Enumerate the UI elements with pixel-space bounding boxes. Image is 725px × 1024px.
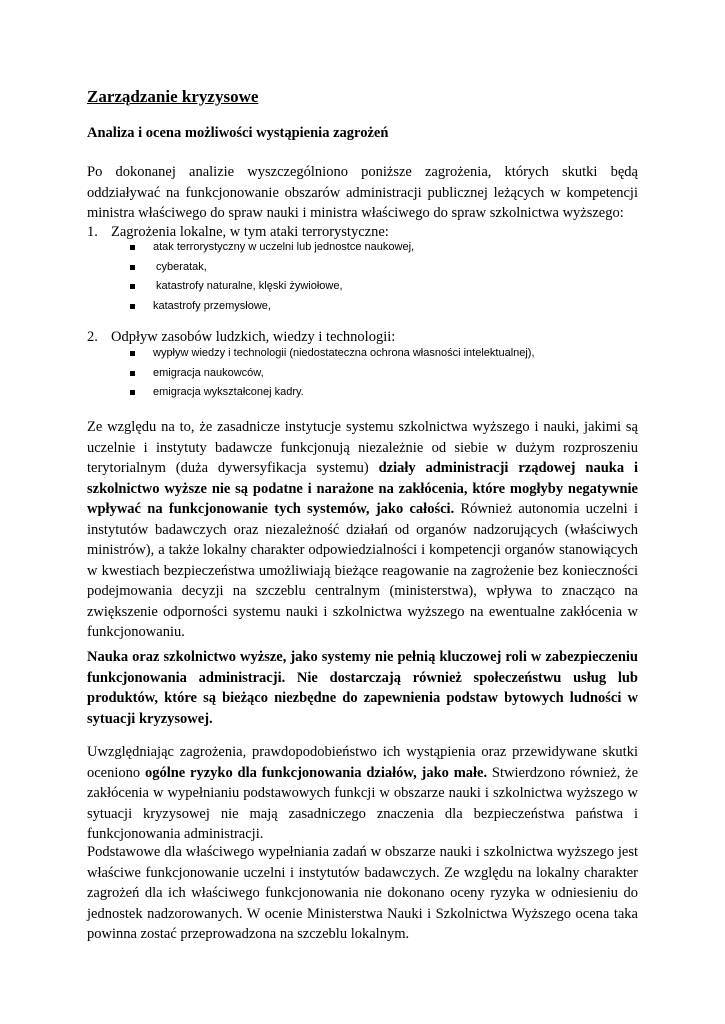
bullet-item: atak terrorystyczny w uczelni lub jednostce naukowej, xyxy=(128,238,414,258)
paragraph-autonomy: Ze względu na to, że zasadnicze instytucje systemu szkolnictwa wyższego i nauki, jakimi są uczelnie i instytuty badawcze funkcjonują niezależnie od siebie w dużym rozproszeniu terytorialnym (duża dywersyfikacja systemu) działy administracji rządowej nauka i szkolnictwo wyższe nie są podatne i narażone na zakłócenia, które mogłyby negatywnie wpływać na funkcjonowanie tych systemów, jako całości. Również autonomia uczelni i instytutów badawczych oraz niezależność działań od organów nadzorujących (właściwych ministrów), a także lokalny charakter odpowiedzialności i kompetencji organów stanowiących w kwestiach bezpieczeństwa umożliwiają bieżące reagowanie na zagrożenie bez konieczności podejmowania decyzji na szczeblu centralnym (ministerstwa), wpływa to znacząco na zwiększenie odporności systemu nauki i szkolnictwa wyższego na ewentualne zakłócenia w funkcjonowaniu. xyxy=(87,419,638,640)
bullet-square-icon xyxy=(130,304,135,309)
bullet-item: cyberatak, xyxy=(128,258,414,278)
bullet-square-icon xyxy=(130,371,135,376)
bullet-square-icon xyxy=(130,265,135,270)
list-item-number: 2. xyxy=(87,329,98,345)
paragraph-key-role: Nauka oraz szkolnictwo wyższe, jako systemy nie pełnią kluczowej roli w zabezpieczeniu funkcjonowania administracji. Nie dostarczają również społeczeństwu usług lub produktów, które są bieżąco niezbędne do zapewnienia podstaw bytowych ludności w sytuacji kryzysowej. xyxy=(87,649,638,727)
list-item-label: Odpływ zasobów ludzkich, wiedzy i technologii: xyxy=(111,329,396,345)
bullet-square-icon xyxy=(130,351,135,356)
bullet-list-1 xyxy=(128,238,414,316)
paragraph-local-assessment: Podstawowe dla właściwego wypełniania zadań w obszarze nauki i szkolnictwa wyższego jest właściwe funkcjonowanie uczelni i instytutów badawczych. Ze względu na lokalny charakter zagrożeń dla ich właściwego funkcjonowania nie dokonano oceny ryzyka w odniesieniu do jednostek nadzorowanych. W ocenie Ministerstwa Nauki i Szkolnictwa Wyższego ocena taka powinna zostać przeprowadzona na szczeblu lokalnym. xyxy=(87,844,638,942)
emphasis-text: ogólne ryzyko dla funkcjonowania działów, jako małe. xyxy=(144,764,488,781)
intro-paragraph: Po dokonanej analizie wyszczególniono poniższe zagrożenia, których skutki będą oddziaływać na funkcjonowanie obszarów administracji publicznej leżących w kompetencji ministra właściwego do spraw nauki i ministra właściwego do spraw szkolnictwa wyższego: xyxy=(87,164,638,221)
bullet-item: emigracja naukowców, xyxy=(128,364,535,384)
bullet-item: wypływ wiedzy i technologii (niedostateczna ochrona własności intelektualnej), xyxy=(128,344,535,364)
bullet-item: katastrofy przemysłowe, xyxy=(128,297,414,317)
bullet-item: emigracja wykształconej kadry. xyxy=(128,383,535,403)
bullet-list-2 xyxy=(128,344,535,403)
bullet-square-icon xyxy=(130,390,135,395)
paragraph-risk: Uwzględniając zagrożenia, prawdopodobieństwo ich wystąpienia oraz przewidywane skutki oceniono ogólne ryzyko dla funkcjonowania działów, jako małe. Stwierdzono również, że zakłócenia w wypełnianiu podstawowych funkcji w obszarze nauki i szkolnictwa wyższego w sytuacji kryzysowej nie mają zasadniczego znaczenia dla bezpieczeństwa państwa i funkcjonowania administracji. xyxy=(87,744,639,842)
bullet-item: katastrofy naturalne, klęski żywiołowe, xyxy=(128,277,414,297)
bullet-square-icon xyxy=(130,245,135,250)
list-item-label: Zagrożenia lokalne, w tym ataki terrorystyczne: xyxy=(111,224,389,240)
list-item-number: 1. xyxy=(87,224,98,240)
emphasis-text: działy administracji rządowej nauka i szkolnictwo wyższe nie są podatne i narażone na zakłócenia, które mogłyby negatywnie wpływać na funkcjonowanie tych systemów, jako całości. xyxy=(87,460,638,517)
document-title: Zarządzanie kryzysowe xyxy=(87,87,259,106)
section-subtitle: Analiza i ocena możliwości wystąpienia zagrożeń xyxy=(87,125,389,141)
bullet-square-icon xyxy=(130,284,135,289)
